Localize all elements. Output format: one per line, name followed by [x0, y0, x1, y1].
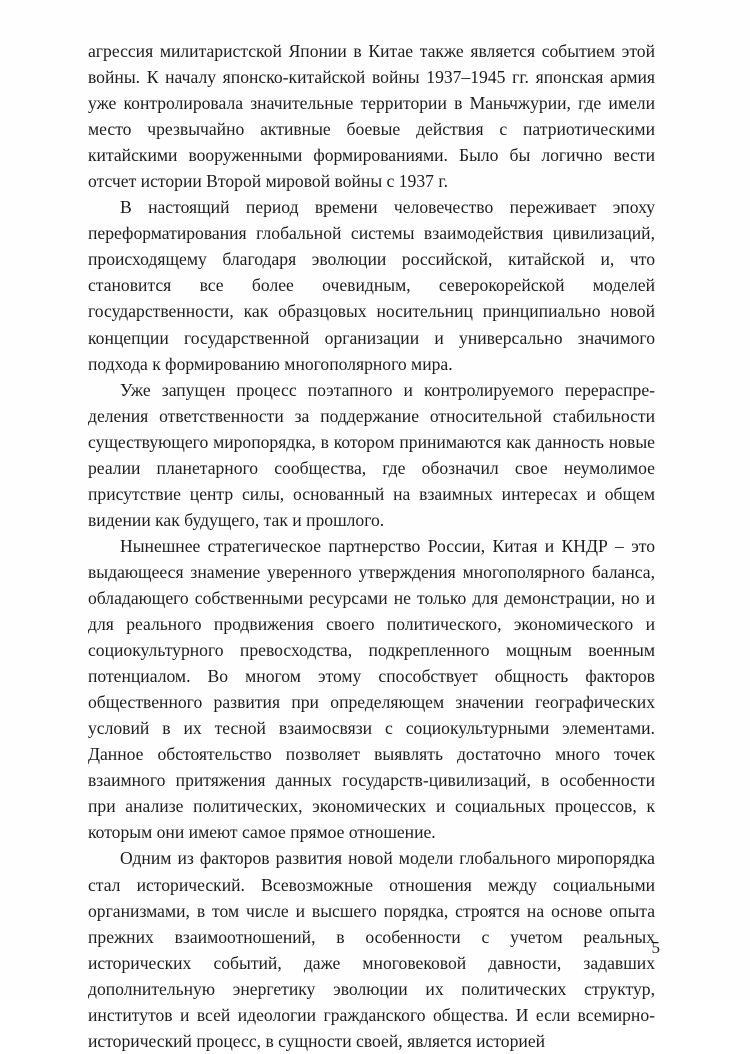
- body-text: [88, 38, 655, 1054]
- paragraph: Уже запущен процесс поэтапного и контролируемого перераспределения ответственности за поддержание относительной стабильности существующего миропорядка, в котором принимаются как данность новые реалии планетарного сообщества, где обозначил свое неумолимое присутствие центр силы, основанный на взаимных интересах и общем видении как будущего, так и прошлого.: [88, 379, 655, 530]
- paragraph: В настоящий период времени человечество переживает эпоху переформатирования глобальной системы взаимодействия цивилизаций, происходящему благодаря эволюции российской, китайской и, что становится все более очевидным, северокорейской моделей государственности, как образцовых носительниц принципиально новой концепции государственной организации и универсально значимого подхода к формированию многополярного мира.: [88, 197, 655, 374]
- page-number: 5: [651, 938, 660, 957]
- paragraph: Нынешнее стратегическое партнерство России, Китая и КНДР – это выдающееся знамение уверенного утверждения многополярного баланса, обладающего собственными ресурсами не только для демонстрации, но и для реального продвижения своего политического, экономического и социокультурного превосходства, подкрепленного мощным военным потенциалом. Во многом этому способствует общность факторов общественного развития при определяющем значении географических условий в их тесной взаимосвязи с социокультурными элементами. Данное обстоятельство позволяет выявлять достаточно много точек взаимного притяжения данных государств-цивилизаций, в особенности при анализе политических, экономических и социальных процессов, к которым они имеют самое прямое отношение.: [88, 535, 655, 843]
- paragraph: Одним из факторов развития новой модели глобального миропорядка стал исторический. Всевозможные отношения между социальными организмами, в том числе и высшего порядка, строятся на основе опыта прежних взаимоотношений, в особенности с учетом реальных исторических событий, даже многовековой давности, задавших дополнительную энергетику эволюции их политических структур, институтов и всей идеологии гражданского общества. И если всемирно-исторический процесс, в сущности своей, является историей: [88, 848, 655, 1051]
- paragraph-continuation: агрессия милитаристской Японии в Китае также является событием этой войны. К началу японско-китайской войны 1937–1945 гг. японская армия уже контролировала значительные территории в Маньчжурии, где имели место чрезвычайно активные боевые действия с патриотическими китайскими вооруженными формированиями. Было бы логично вести отсчет истории Второй мировой войны с 1937 г.: [88, 41, 655, 192]
